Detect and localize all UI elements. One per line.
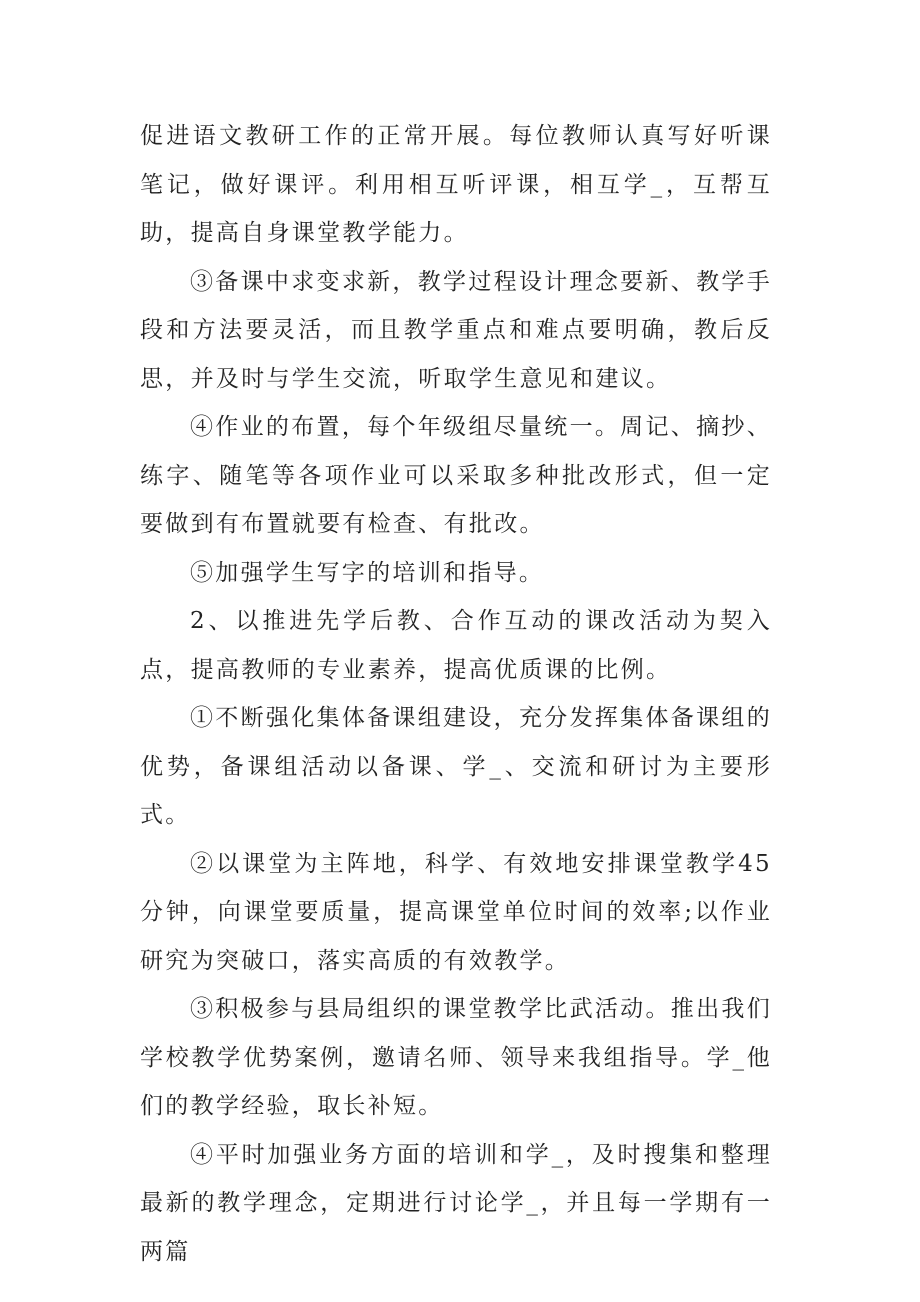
paragraph-item-1-group-prep: ①不断强化集体备课组建设，充分发挥集体备课组的优势，备课组活动以备课、学_、交流和研讨为主要形式。 bbox=[140, 705, 772, 828]
paragraph-item-2-classroom: ②以课堂为主阵地，科学、有效地安排课堂教学45分钟，向课堂要质量，提高课堂单位时间的效率;以作业研究为突破口，落实高质的有效教学。 bbox=[140, 850, 772, 974]
document-body bbox=[140, 112, 772, 1276]
paragraph-continued: 促进语文教研工作的正常开展。每位教师认真写好听课笔记，做好课评。利用相互听评课，相互学_，互帮互助，提高自身课堂教学能力。 bbox=[140, 123, 772, 246]
paragraph-item-4-training: ④平时加强业务方面的培训和学_，及时搜集和整理最新的教学理念，定期进行讨论学_，并且每一学期有一两篇 bbox=[140, 1141, 772, 1265]
paragraph-item-3-competition: ③积极参与县局组织的课堂教学比武活动。推出我们学校教学优势案例，邀请名师、领导来我组指导。学_他们的教学经验，取长补短。 bbox=[140, 996, 772, 1119]
paragraph-section-2: 2、以推进先学后教、合作互动的课改活动为契入点，提高教师的专业素养，提高优质课的比例。 bbox=[140, 608, 772, 683]
paragraph-item-3-lesson-prep: ③备课中求变求新，教学过程设计理念要新、教学手段和方法要灵活，而且教学重点和难点要明确，教后反思，并及时与学生交流，听取学生意见和建议。 bbox=[140, 268, 772, 392]
paragraph-item-5-writing: ⑤加强学生写字的培训和指导。 bbox=[190, 559, 545, 586]
paragraph-item-4-homework: ④作业的布置，每个年级组尽量统一。周记、摘抄、练字、随笔等各项作业可以采取多种批改形式，但一定要做到有布置就要有检查、有批改。 bbox=[140, 414, 772, 537]
